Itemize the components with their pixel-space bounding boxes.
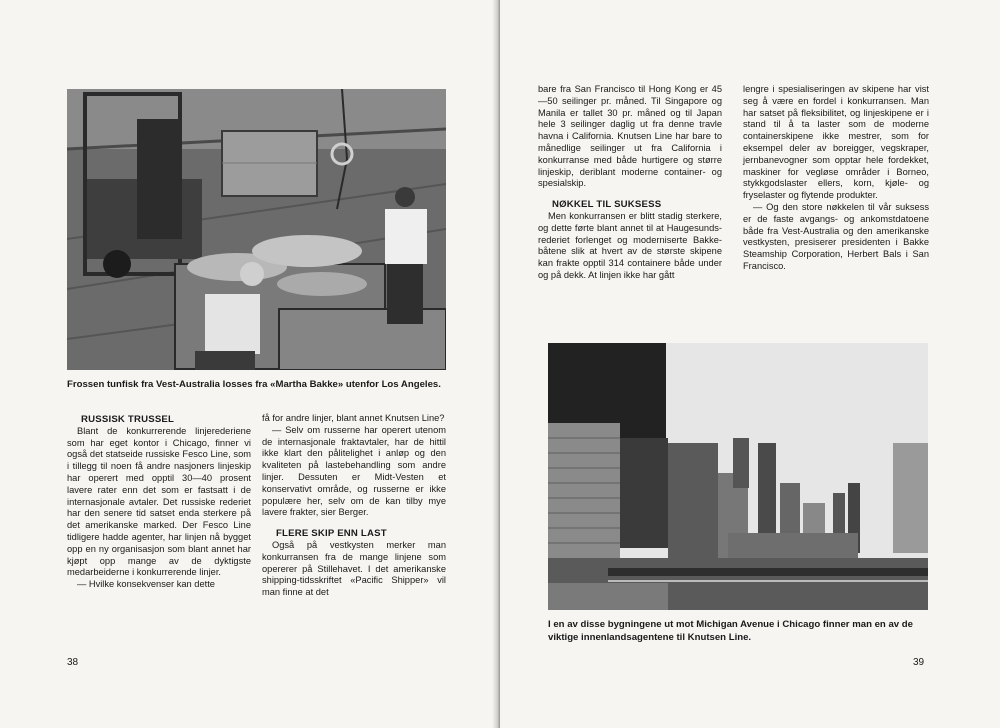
heading-nokkel-til-suksess: NØKKEL TIL SUKSESS bbox=[552, 199, 662, 211]
left-column-2 bbox=[262, 413, 446, 599]
heading-flere-skip-enn-last: FLERE SKIP ENN LAST bbox=[276, 528, 387, 540]
chicago-skyline-photo bbox=[548, 343, 928, 610]
paragraph: bare fra San Francisco til Hong Kong er 45—50 seilinger pr. måned. Til Singapore og Manila er tallet 30 pr. måned og til Japan hele 3 seilinger daglig ut fra denne travle havna i California. Knutsen Line har bare to månedlige seilinger ut fra California i konkurranse med både hurtigere og større linjeskip, deriblant moderne container- og spesialskip. bbox=[538, 84, 722, 189]
paragraph: — Og den store nøkkelen til vår suksess er de faste avgangs- og ankomstdatoene både fra Vest-Australia og den amerikanske vestkysten, presiserer presidenten i Bakke Steamship Corporation, Herbert Bals i San Francisco. bbox=[743, 201, 929, 271]
chicago-photo-caption: I en av disse bygningene ut mot Michigan Avenue i Chicago finner man en av de viktige innenlandsagentene til Knutsen Line. bbox=[548, 619, 913, 643]
right-column-2 bbox=[743, 84, 929, 273]
left-page bbox=[0, 0, 496, 728]
skyline-photo-illustration bbox=[548, 343, 928, 610]
page-number-right: 39 bbox=[913, 657, 925, 668]
right-column-1 bbox=[538, 84, 722, 282]
dock-photo-illustration bbox=[67, 89, 446, 370]
left-column-1 bbox=[67, 413, 251, 591]
paragraph: få for andre linjer, blant annet Knutsen Line? bbox=[262, 413, 445, 423]
tuna-photo-caption: Frossen tunfisk fra Vest-Australia losses fra «Martha Bakke» utenfor Los Angeles. bbox=[67, 379, 441, 390]
paragraph: lengre i spesialiseringen av skipene har vist seg å være en fordel i konkurransen. Man har satset på fleksibilitet, og linjeskipene er i stand til å ta laster som de moderne containerskipene ikke mestrer, som for eksempel deler av boreigger, vegskraper, jernbanevogner som opptar hele fordekket, maskiner for vegløse områder i Borneo, stykkgodslaster ellers, korn, kjøle- og fryselaster og flytende produkter. bbox=[743, 84, 929, 201]
heading-russisk-trussel: RUSSISK TRUSSEL bbox=[81, 414, 175, 425]
paragraph: — Hvilke konsekvenser kan dette bbox=[77, 579, 215, 590]
page-number-left: 38 bbox=[67, 657, 79, 668]
paragraph: Men konkurransen er blitt stadig sterkere, og dette førte blant annet til at Haugesunds-rederiet forlenget og moderniserte Bakke-båtene slik at hvert av de største skipene kan frakte opptil 314 containere både under og på dekk. At linjen ikke har gått bbox=[538, 210, 722, 280]
tuna-unloading-photo bbox=[67, 89, 446, 370]
right-page bbox=[500, 0, 1000, 728]
paragraph: — Selv om russerne har operert utenom de internasjonale fraktavtaler, har de hittil ikke klart den pålitelighet i anløp og den kvaliteten på lastebehandling som andre linjer. Dessuten er Midt-Vesten et konservativt område, og russerne er ikke populære her, selv om de kan tilby mye lavere frakter, sier Berger. bbox=[262, 424, 446, 518]
paragraph: Også på vestkysten merker man konkurransen fra de mange linjene som opererer på Stillehavet. I det amerikanske shipping-tidsskriftet «Pacific Shipper» vil man finne at det bbox=[262, 539, 446, 598]
paragraph: Blant de konkurrerende linjerederiene som har eget kontor i Chicago, finner vi også det statseide russiske Fesco Line, som i tillegg til noen få andre nasjoners linjeskip har operert med opptil 30—40 prosent lavere rater enn det som er fastsatt i de internasjonale avtaler. Det russiske rederiet har den senere tid satset enda sterkere på det amerikanske marked. Der Fesco Line tidligere hadde agenter, har linjen nå bygget opp en ny organisasjon som blant annet har kjøpt opp mange av de dyktigste medarbeiderne i konkurrerende linjer. bbox=[67, 425, 251, 578]
